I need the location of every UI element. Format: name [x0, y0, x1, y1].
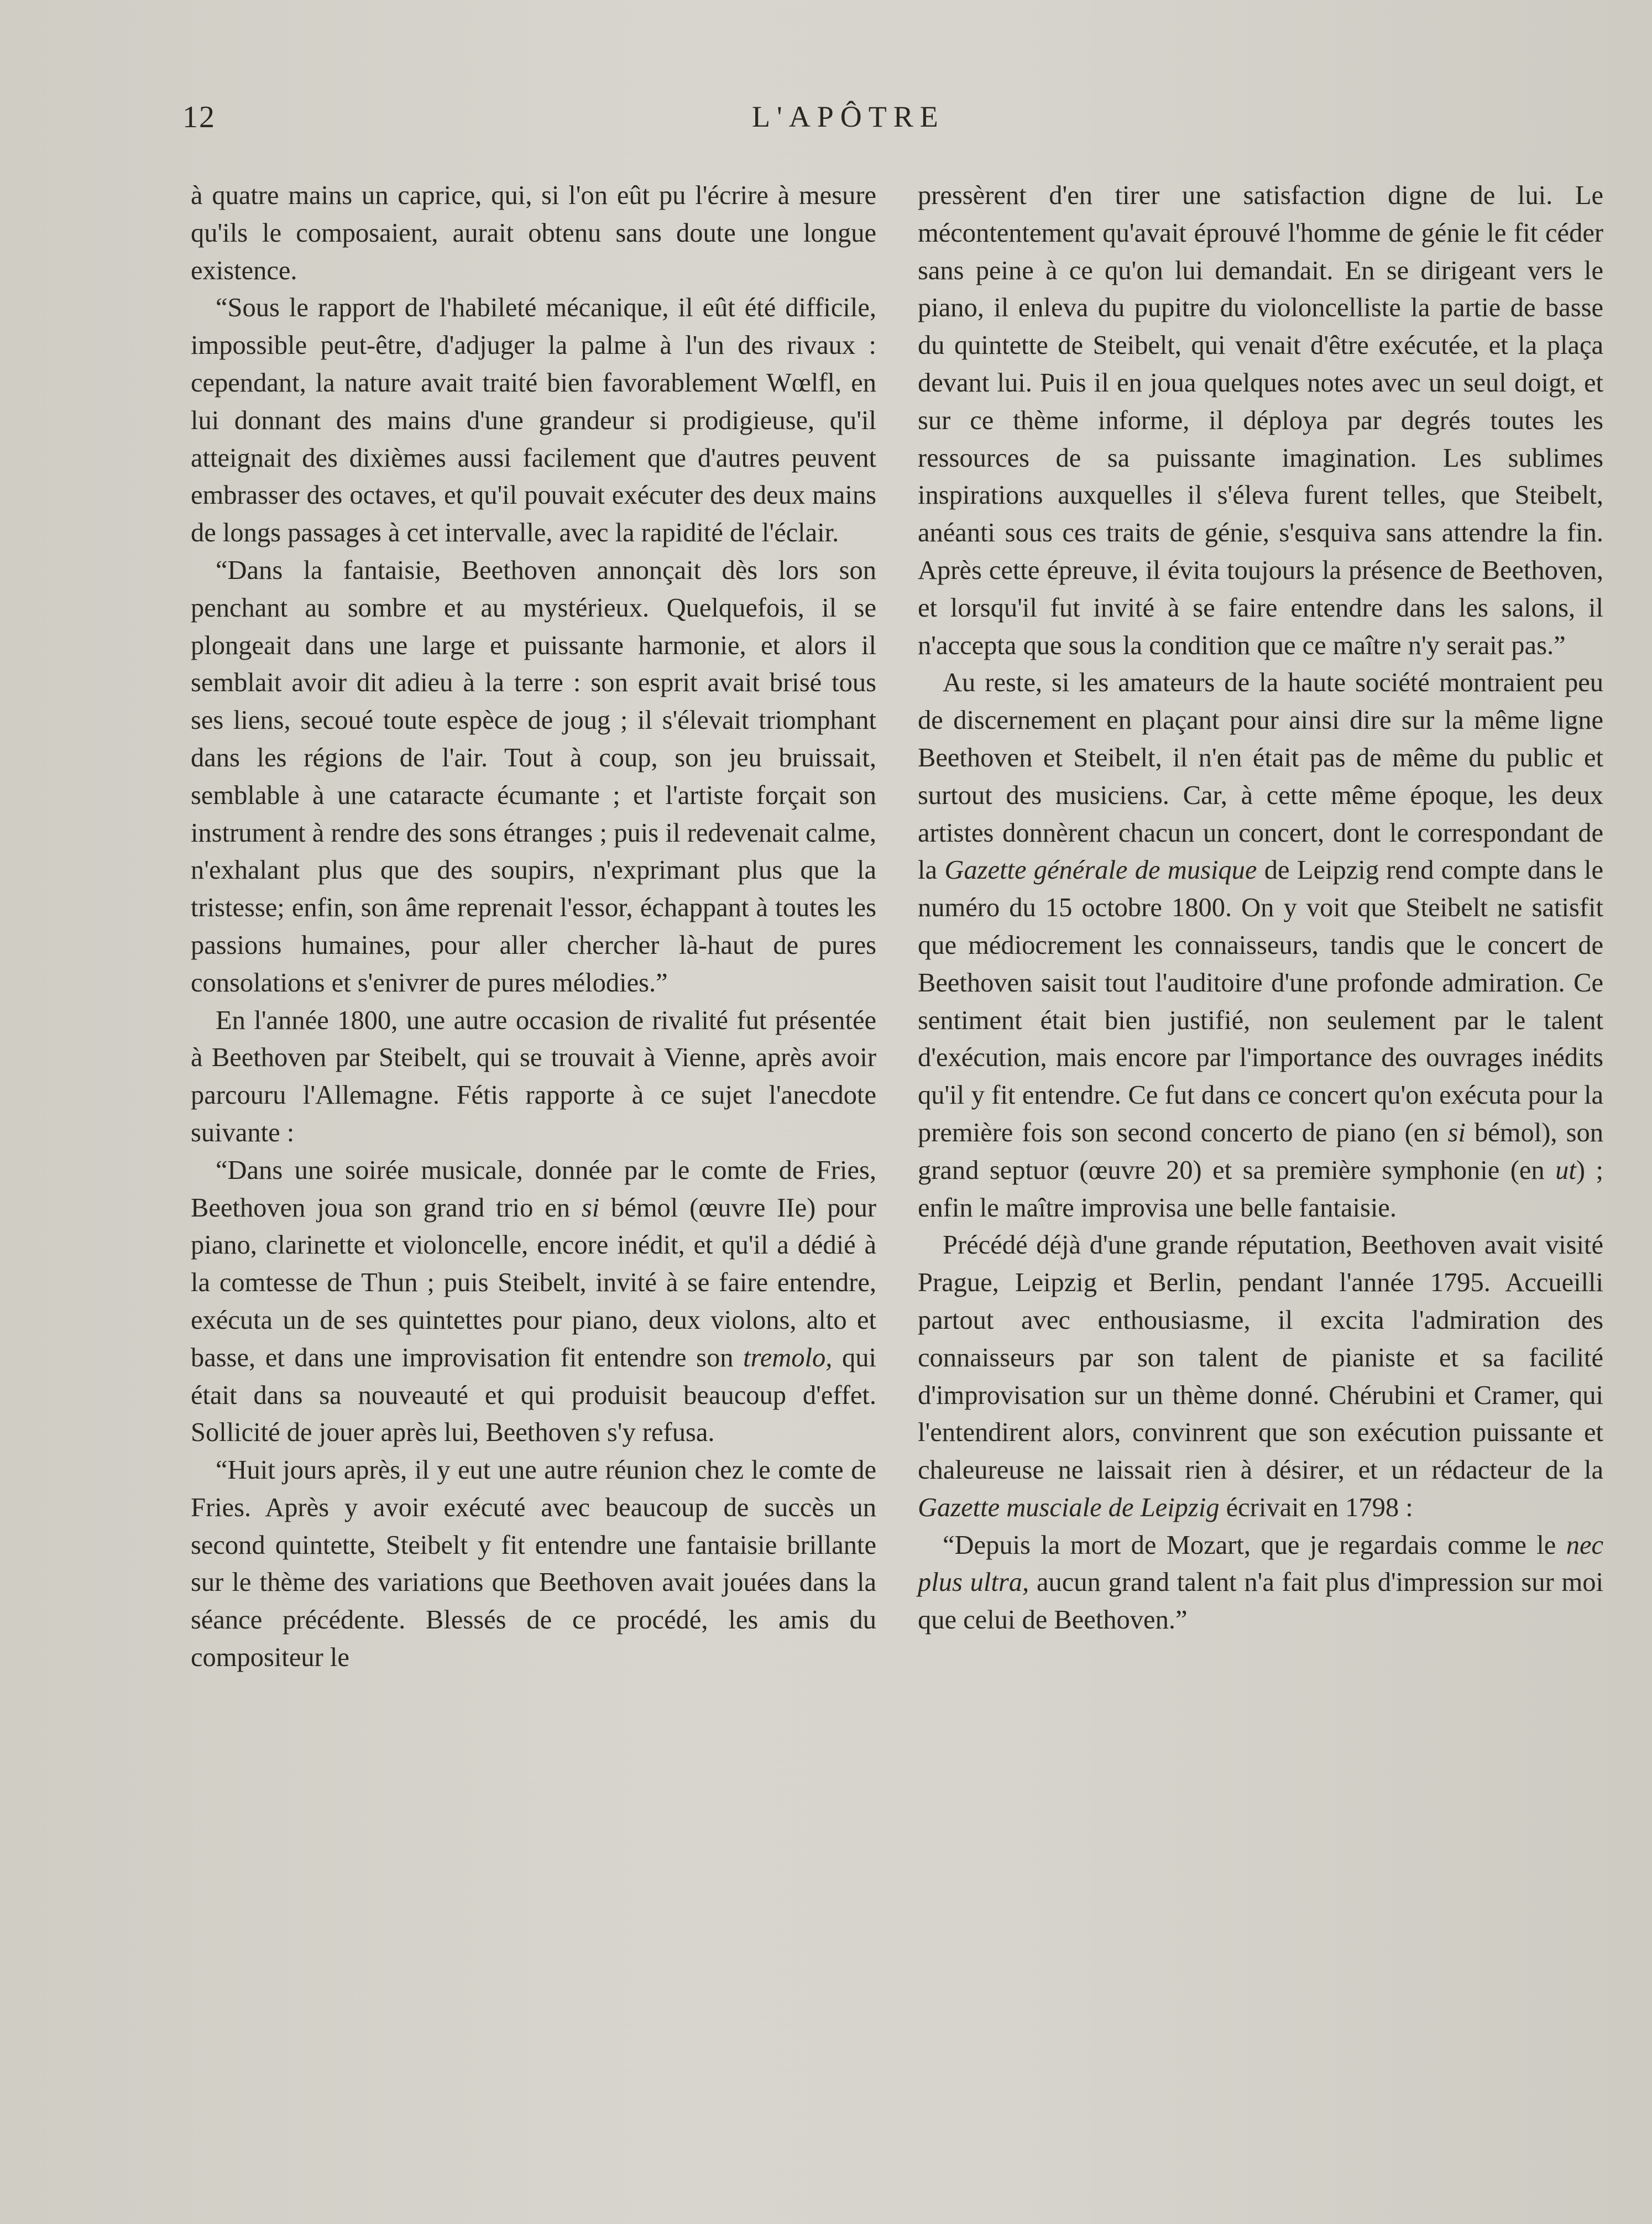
paragraph-text: “Depuis la mort de Mozart, que je regardais comme le [943, 1530, 1566, 1560]
italic-text: tremolo, [743, 1343, 833, 1372]
left-text-column [191, 177, 876, 1677]
italic-text: Gazette générale de musique [944, 855, 1257, 885]
paragraph-text: “Dans la fantaisie, Beethoven annonçait dès lors son penchant au sombre et au mystérieux. Quelquefois, il se plongeait dans une large et puissante harmonie, et alors il semblait avoir dit adieu à la terre : son esprit avait brisé tous ses liens, secoué toute espèce de joug ; il s'élevait triomphant dans les régions de l'air. Tout à coup, son jeu bruissait, semblable à une cataracte écumante ; et l'artiste forçait son instrument à rendre des sons étranges ; puis il redevenait calme, n'exhalant plus que des soupirs, n'exprimant plus que la tristesse; enfin, son âme reprenait l'essor, échappant à toutes les passions humaines, pour aller chercher là-haut de pures consolations et s'enivrer de pures mélodies.” [191, 555, 876, 998]
paragraph-text: Précédé déjà d'une grande réputation, Beethoven avait visité Prague, Leipzig et Berlin, pendant l'année 1795. Accueilli partout avec enthousiasme, il excita l'admiration des connaisseurs par son talent de pianiste et sa facilité d'improvisation sur un thème donné. Chérubini et Cramer, qui l'entendirent alors, convinrent que son exécution puissante et chaleureuse ne laissait rien à désirer, et un rédacteur de la [918, 1230, 1603, 1485]
paragraph [191, 552, 876, 1002]
right-text-column [918, 177, 1603, 1639]
paragraph [191, 1152, 876, 1452]
paragraph-text: de Leipzig rend compte dans le numéro du 15 octobre 1800. On y voit que Steibelt ne satisfit que médiocrement les connaisseurs, tandis que le concert de Beethoven saisit tout l'auditoire d'une profonde admiration. Ce sentiment était bien justifié, non seulement par le talent d'exécution, mais encore par l'importance des ouvrages inédits qu'il y fit entendre. Ce fut dans ce concert qu'on exécuta pour la première fois son second concerto de piano (en [918, 855, 1603, 1147]
paragraph-text: “Huit jours après, il y eut une autre réunion chez le comte de Fries. Après y avoir exécuté avec beaucoup de succès un second quintette, Steibelt y fit entendre une fantaisie brillante sur le thème des variations que Beethoven avait jouées dans la séance précédente. Blessés de ce procédé, les amis du compositeur le [191, 1455, 876, 1673]
paragraph [191, 1002, 876, 1152]
italic-text: si [1447, 1118, 1466, 1147]
paragraph-text: pressèrent d'en tirer une satisfaction digne de lui. Le mécontentement qu'avait éprouvé l'homme de génie le fit céder sans peine à ce qu'on lui demandait. En se dirigeant vers le piano, il enleva du pupitre du violoncelliste la partie de basse du quintette de Steibelt, qui venait d'être exécutée, et la plaça devant lui. Puis il en joua quelques notes avec un seul doigt, et sur ce thème informe, il déploya par degrés toutes les ressources de sa puissante imagination. Les sublimes inspirations auxquelles il s'éleva furent telles, que Steibelt, anéanti sous ces traits de génie, s'esquiva sans attendre la fin. Après cette épreuve, il évita toujours la présence de Beethoven, et lorsqu'il fut invité à se faire entendre dans les salons, il n'accepta que sous la condition que ce maître n'y serait pas.” [918, 181, 1603, 660]
italic-text: Gazette musciale de Leipzig [918, 1492, 1220, 1522]
paragraph [191, 1452, 876, 1677]
running-head-title: L'APÔTRE [752, 100, 945, 133]
paragraph [191, 289, 876, 552]
paragraph [918, 1226, 1603, 1526]
paragraph [918, 177, 1603, 664]
paragraph [918, 1527, 1603, 1639]
paragraph-text: qui était dans sa nouveauté et qui produisit beaucoup d'effet. Sollicité de jouer après lui, Beethoven s'y refusa. [191, 1343, 876, 1448]
paragraph-text: “Dans une soirée musicale, donnée par le comte de Fries, Beethoven joua son grand trio en [191, 1155, 876, 1223]
paragraph-text: ) ; enfin le maître improvisa une belle fantaisie. [918, 1155, 1603, 1223]
paragraph [191, 177, 876, 289]
italic-text: nec plus ultra, [918, 1530, 1603, 1597]
paragraph-text: bémol), son grand septuor (œuvre 20) et sa première symphonie (en [918, 1118, 1603, 1185]
paragraph-text: aucun grand talent n'a fait plus d'impression sur moi que celui de Beethoven.” [918, 1568, 1603, 1635]
page-header [182, 100, 1537, 149]
italic-text: ut [1555, 1155, 1576, 1185]
paragraph-text: “Sous le rapport de l'habileté mécanique, il eût été difficile, impossible peut-être, d'adjuger la palme à l'un des rivaux : cependant, la nature avait traité bien favorablement Wœlfl, en lui donnant des mains d'une grandeur si prodigieuse, qu'il atteignait des dixièmes aussi facilement que d'autres peuvent embrasser des octaves, et qu'il pouvait exécuter des deux mains de longs passages à cet intervalle, avec la rapidité de l'éclair. [191, 293, 876, 548]
page-number: 12 [182, 100, 216, 134]
paragraph-text: Au reste, si les amateurs de la haute société montraient peu de discernement en plaçant pour ainsi dire sur la même ligne Beethoven et Steibelt, il n'en était pas de même du public et surtout des musiciens. Car, à cette même époque, les deux artistes donnèrent chacun un concert, dont le correspondant de la [918, 668, 1603, 885]
paragraph-text: En l'année 1800, une autre occasion de rivalité fut présentée à Beethoven par Steibelt, qui se trouvait à Vienne, après avoir parcouru l'Allemagne. Fétis rapporte à ce sujet l'anecdote suivante : [191, 1005, 876, 1147]
paragraph-text: écrivait en 1798 : [1219, 1492, 1413, 1522]
paragraph-text: à quatre mains un caprice, qui, si l'on eût pu l'écrire à mesure qu'ils le composaient, aurait obtenu sans doute une longue existence. [191, 181, 876, 285]
paragraph [918, 664, 1603, 1226]
italic-text: si [581, 1193, 600, 1223]
paragraph-text: bémol (œuvre IIe) pour piano, clarinette et violoncelle, encore inédit, et qu'il a dédié à la comtesse de Thun ; puis Steibelt, invité à se faire entendre, exécuta un de ses quintettes pour piano, deux violons, alto et basse, et dans une improvisation fit entendre son [191, 1193, 876, 1372]
